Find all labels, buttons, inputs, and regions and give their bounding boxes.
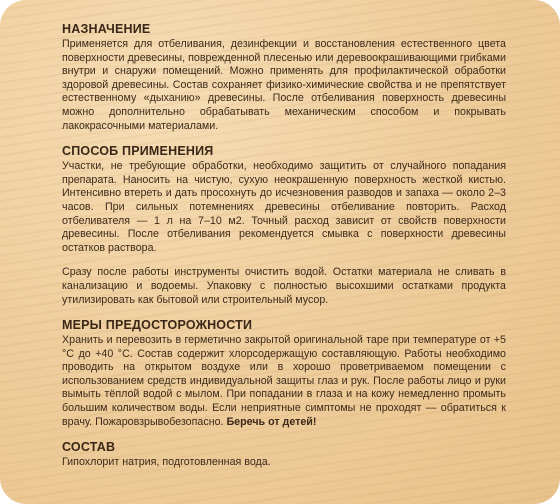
section-text-precautions — [62, 334, 506, 429]
section-heading-precautions: МЕРЫ ПРЕДОСТОРОЖНОСТИ — [62, 318, 253, 333]
instructions-text-block — [62, 22, 506, 481]
section-purpose — [62, 22, 506, 133]
section-text-usage: Участки, не требующие обработки, необходимо защитить от случайного попадания препарата. Наносить на чистую, сухую неокрашенную поверхность жесткой кистью. Интенсивно втереть и дать просохнуть до исчезновения разводов и запаха — около 2–3 часов. При сильных потемнениях древесины отбеливание повторить. Расход отбеливателя — 1 л на 7–10 м2. Точный расход зависит от свойств поверхности древесины. После отбеливания рекомендуется смывка с поверхности древесины остатков раствора. — [62, 160, 506, 254]
section-heading-composition: СОСТАВ — [62, 440, 116, 455]
section-text-purpose: Применяется для отбеливания, дезинфекции и восстановления естественного цвета поверхности древесины, поврежденной плесенью или деревоокрашивающими грибками внутри и снаружи помещений. Можно применять для профилактической обработки здоровой древесины. Состав сохраняет физико-химические свойства и не препятствует естественному «дыханию» древесины. После отбеливания поверхность древесины можно дополнительно обрабатывать механическим способом и покрывать лакокрасочными материалами. — [62, 38, 506, 132]
section-text-cleanup: Сразу после работы инструменты очистить водой. Остатки материала не сливать в канализацию и водоемы. Упаковку с полностью высохшими остатками продукта утилизировать как бытовой или строительный мусор. — [62, 266, 506, 306]
section-heading-usage: СПОСОБ ПРИМЕНЕНИЯ — [62, 144, 214, 159]
section-composition — [62, 440, 506, 470]
precautions-body: Хранить и перевозить в герметично закрытой оригинальной таре при температуре от +5 °С до +40 °С. Состав содержит хлорсодержащую составляющую. Работы необходимо проводить на открытом воздухе или в хорошо проветриваемом помещении с использованием средств индивидуальной защиты глаз и рук. После работы лицо и руки вымыть тёплой водой с мылом. При попадании в глаза и на кожу немедленно промыть большим количеством воды. Если неприятные симптомы не проходят — обратиться к врачу. Пожаровзрывобезопасно. — [62, 334, 506, 428]
precautions-emphasis: Беречь от детей! — [226, 415, 317, 428]
section-text-composition: Гипохлорит натрия, подготовленная вода. — [62, 456, 271, 469]
section-precautions — [62, 318, 506, 429]
section-heading-purpose: НАЗНАЧЕНИЕ — [62, 22, 151, 36]
section-usage — [62, 144, 506, 307]
